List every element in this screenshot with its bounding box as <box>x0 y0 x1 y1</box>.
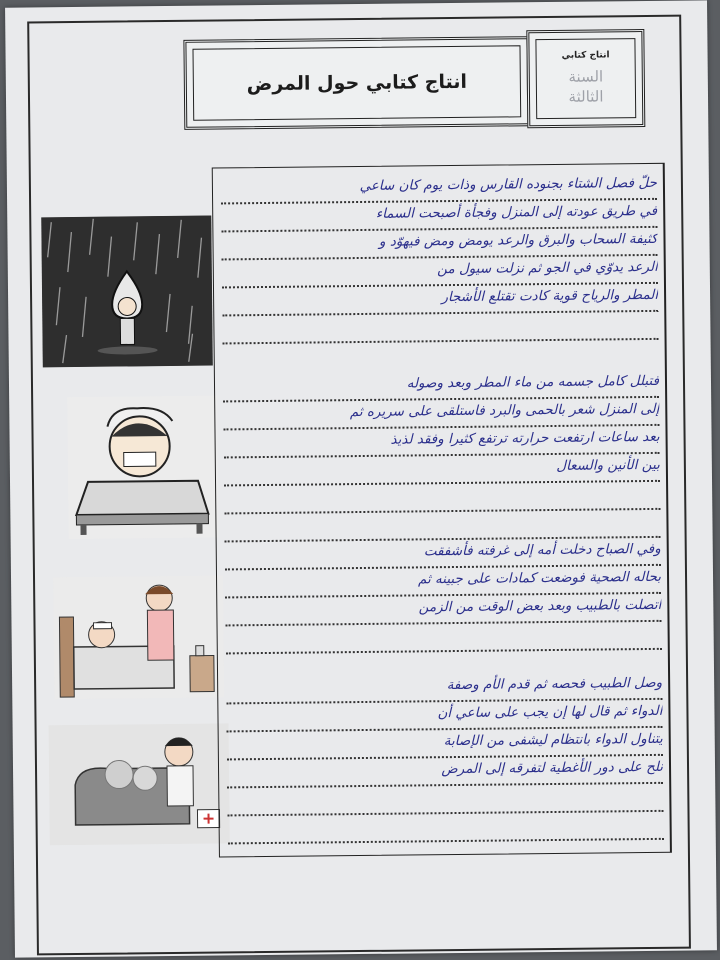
title-box <box>183 36 530 130</box>
writing-line: في طريق عودته إلى المنزل وفجأة أصبحت السماء <box>221 198 657 233</box>
sick-boy-in-bed-picture <box>67 396 218 540</box>
grade-handwritten: السنة الثالثة <box>568 67 604 106</box>
grade-box-label: انتاج كتابي <box>561 50 610 61</box>
writing-line: فتبلل كامل جسمه من ماء المطر وبعد وصوله <box>223 368 659 403</box>
writing-line: المطر والرياح قوية كادت تقتلع الأشجار <box>222 282 658 317</box>
writing-line: يتناول الدواء بانتظام ليشفى من الإصابة <box>227 726 663 761</box>
writing-line: وصل الطبيب فحصه ثم قدم الأم وصفة <box>226 670 662 705</box>
writing-line: بحاله الصحية فوضعت كمادات على جبينه ثم <box>225 564 661 599</box>
writing-line <box>228 810 664 845</box>
rain-picture <box>41 216 213 368</box>
doctor-visit-picture <box>49 723 230 845</box>
mother-with-sick-child-picture <box>53 575 224 699</box>
page-title: انتاج كتابي حول المرض <box>246 70 468 96</box>
writing-area <box>212 163 672 858</box>
writing-line: وفي الصباح دخلت أمه إلى غرفته فأشفقت <box>225 536 661 571</box>
writing-line: الدواء ثم قال لها إن يجب على ساعي أن <box>226 698 662 733</box>
writing-line: بعد ساعات ارتفعت حرارته ترتفع كثيرا وفقد لذيذ <box>223 424 659 459</box>
grade-box <box>526 29 645 128</box>
writing-line: كثيفة السحاب والبرق والرعد يومض ومض فيهوّد و <box>221 226 657 261</box>
worksheet-page <box>5 0 717 957</box>
writing-line: نلح على دور الأغطية لتفرقه إلى المرض <box>227 754 663 789</box>
writing-line: بين الأنين والسعال <box>224 452 660 487</box>
writing-line: إلى المنزل شعر بالحمى والبرد فاستلقى على سريره ثم <box>223 396 659 431</box>
writing-line: الرعد يدوّي في الجو ثم نزلت سيول من <box>222 254 658 289</box>
writing-line <box>226 620 662 655</box>
writing-line: حلّ فصل الشتاء بجنوده القارس وذات يوم كان ساعي <box>221 170 657 205</box>
writing-line <box>222 310 658 345</box>
writing-line: اتصلت بالطبيب وبعد بعض الوقت من الزمن <box>225 592 661 627</box>
